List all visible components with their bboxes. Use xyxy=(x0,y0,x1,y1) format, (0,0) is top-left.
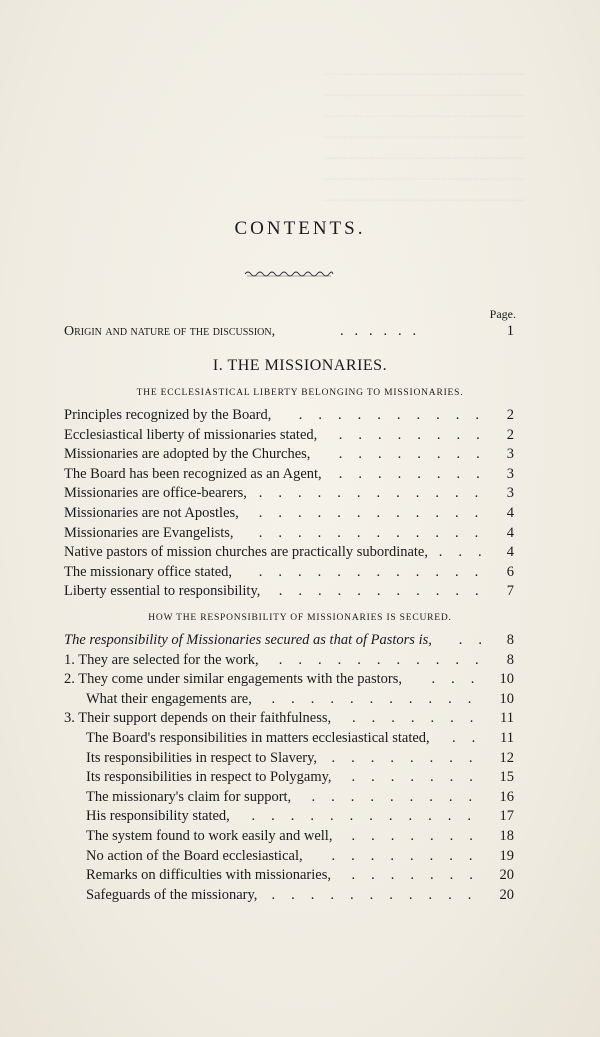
entry-label: Remarks on difficulties with missionaries, xyxy=(86,867,331,884)
entry-page: 11 xyxy=(500,710,514,727)
toc-entry xyxy=(64,581,514,601)
entry-page: 20 xyxy=(499,886,514,903)
entry-page: 10 xyxy=(499,690,514,707)
leader-dots: ........... xyxy=(271,690,488,707)
toc-entry xyxy=(86,826,514,846)
leader-dots: .. xyxy=(452,730,492,746)
entry-label: Liberty essential to responsibility, xyxy=(64,583,261,600)
entry-label: His responsibility stated, xyxy=(86,808,230,825)
leader-dots: ........ xyxy=(331,749,489,766)
toc-entry xyxy=(64,503,514,523)
toc-entry-intro xyxy=(64,321,514,341)
toc-entry xyxy=(86,748,514,768)
toc-entry xyxy=(64,542,514,562)
leader-dots: ... xyxy=(438,544,498,561)
entry-page: 3 xyxy=(506,485,514,502)
leader-dots: .. xyxy=(458,632,498,648)
entry-label: Ecclesiastical liberty of missionaries stated, xyxy=(64,426,318,443)
entry-label: 2. They come under similar engagements with the pastors, xyxy=(64,671,402,688)
entry-page: 8 xyxy=(506,632,514,648)
leader-dots: ............ xyxy=(258,505,495,521)
entry-page: 12 xyxy=(499,749,514,766)
leader-dots: ............ xyxy=(258,563,495,580)
leader-dots: ........... xyxy=(278,651,495,668)
entry-label: Missionaries are not Apostles, xyxy=(64,505,239,521)
toc-entry xyxy=(86,846,514,866)
leader-dots: ... xyxy=(431,671,491,688)
toc-entry xyxy=(86,689,514,709)
leader-dots: ............ xyxy=(258,524,495,541)
leader-dots: ........... xyxy=(278,583,495,600)
entry-label: Its responsibilities in respect to Slavery, xyxy=(86,749,318,766)
entry-page: 19 xyxy=(499,847,514,864)
leader-dots: ........ xyxy=(338,465,496,482)
toc-entry xyxy=(86,728,514,748)
toc-entry xyxy=(86,865,514,885)
entry-label: What their engagements are, xyxy=(86,690,252,707)
entry-page: 4 xyxy=(506,505,514,521)
entry-label: Missionaries are office-bearers, xyxy=(64,485,247,502)
leader-dots: ............ xyxy=(251,808,487,825)
entry-label: Safeguards of the missionary, xyxy=(86,886,258,903)
toc-entry xyxy=(86,885,514,905)
bleed-through-text: .............................................................. .............................................................. .............................................................. .............................................................. .............................................................. .............................................................. .............................................................. xyxy=(323,63,525,204)
entry-label: 1. They are selected for the work, xyxy=(64,651,259,668)
entry-label: The missionary's claim for support, xyxy=(86,788,292,805)
section-heading: THE ECCLESIASTICAL LIBERTY BELONGING TO MISSIONARIES. xyxy=(136,388,464,398)
toc-entry xyxy=(64,464,514,484)
entry-page: 6 xyxy=(506,563,514,580)
leader-dots: ........ xyxy=(331,847,489,864)
entry-page: 1 xyxy=(506,323,514,339)
entry-page: 16 xyxy=(499,788,514,805)
entry-label: The missionary office stated, xyxy=(64,563,233,580)
entry-label: 3. Their support depends on their faithfulness, xyxy=(64,710,332,727)
entry-label: The Board's responsibilities in matters ecclesiastical stated, xyxy=(86,730,430,746)
entry-page: 15 xyxy=(499,769,514,786)
toc-entry xyxy=(64,444,514,464)
leader-dots: ........ xyxy=(338,446,496,463)
toc-entry xyxy=(64,425,514,445)
toc-entry xyxy=(64,405,514,425)
entry-page: 2 xyxy=(506,407,514,423)
decorative-rule xyxy=(243,268,335,278)
entry-label: Principles recognized by the Board, xyxy=(64,407,272,423)
leader-dots: ....... xyxy=(352,710,490,727)
toc-entry xyxy=(86,767,514,787)
part-title: I. THE MISSIONARIES. xyxy=(212,357,388,374)
leader-dots: ............ xyxy=(258,485,495,502)
entry-label: Native pastors of mission churches are practically subordinate, xyxy=(64,544,428,561)
entry-label: The system found to work easily and well, xyxy=(86,828,333,844)
toc-entry xyxy=(86,787,514,807)
entry-label: Missionaries are adopted by the Churches, xyxy=(64,446,311,463)
entry-page: 8 xyxy=(506,651,514,668)
leader-dots: .......... xyxy=(298,407,495,423)
entry-label: Origin and nature of the discussion, xyxy=(64,324,276,339)
entry-page: 3 xyxy=(506,446,514,463)
leader-dots: ........... xyxy=(271,886,488,903)
entry-page: 4 xyxy=(506,524,514,541)
section-heading: HOW THE RESPONSIBILITY OF MISSIONARIES IS SECURED. xyxy=(148,613,452,623)
entry-page: 11 xyxy=(500,730,514,746)
entry-page: 2 xyxy=(506,426,514,443)
contents-heading: CONTENTS. xyxy=(234,218,366,239)
toc-entry xyxy=(64,650,514,670)
entry-label: The Board has been recognized as an Agent, xyxy=(64,465,322,482)
entry-page: 7 xyxy=(506,583,514,600)
toc-entry xyxy=(64,669,514,689)
leader-dots: ........ xyxy=(338,426,496,443)
entry-page: 18 xyxy=(499,828,514,844)
toc-entry xyxy=(64,708,514,728)
entry-page: 4 xyxy=(506,544,514,561)
leader-dots: . . . . . . xyxy=(340,323,417,339)
toc-entry xyxy=(64,483,514,503)
entry-label: Its responsibilities in respect to Polygamy, xyxy=(86,769,332,786)
toc-entry xyxy=(86,806,514,826)
toc-entry xyxy=(64,630,514,650)
leader-dots: ....... xyxy=(351,828,489,844)
entry-label: No action of the Board ecclesiastical, xyxy=(86,847,303,864)
entry-page: 20 xyxy=(499,867,514,884)
leader-dots: ....... xyxy=(351,769,489,786)
toc-entry xyxy=(64,562,514,582)
entry-label: The responsibility of Missionaries secured as that of Pastors is, xyxy=(64,632,432,648)
entry-page: 3 xyxy=(506,465,514,482)
toc-entry xyxy=(64,523,514,543)
leader-dots: ......... xyxy=(311,788,489,805)
leader-dots: ....... xyxy=(351,867,489,884)
entry-page: 10 xyxy=(499,671,514,688)
entry-page: 17 xyxy=(499,808,514,825)
entry-label: Missionaries are Evangelists, xyxy=(64,524,234,541)
page-column-label: Page. xyxy=(489,307,516,321)
